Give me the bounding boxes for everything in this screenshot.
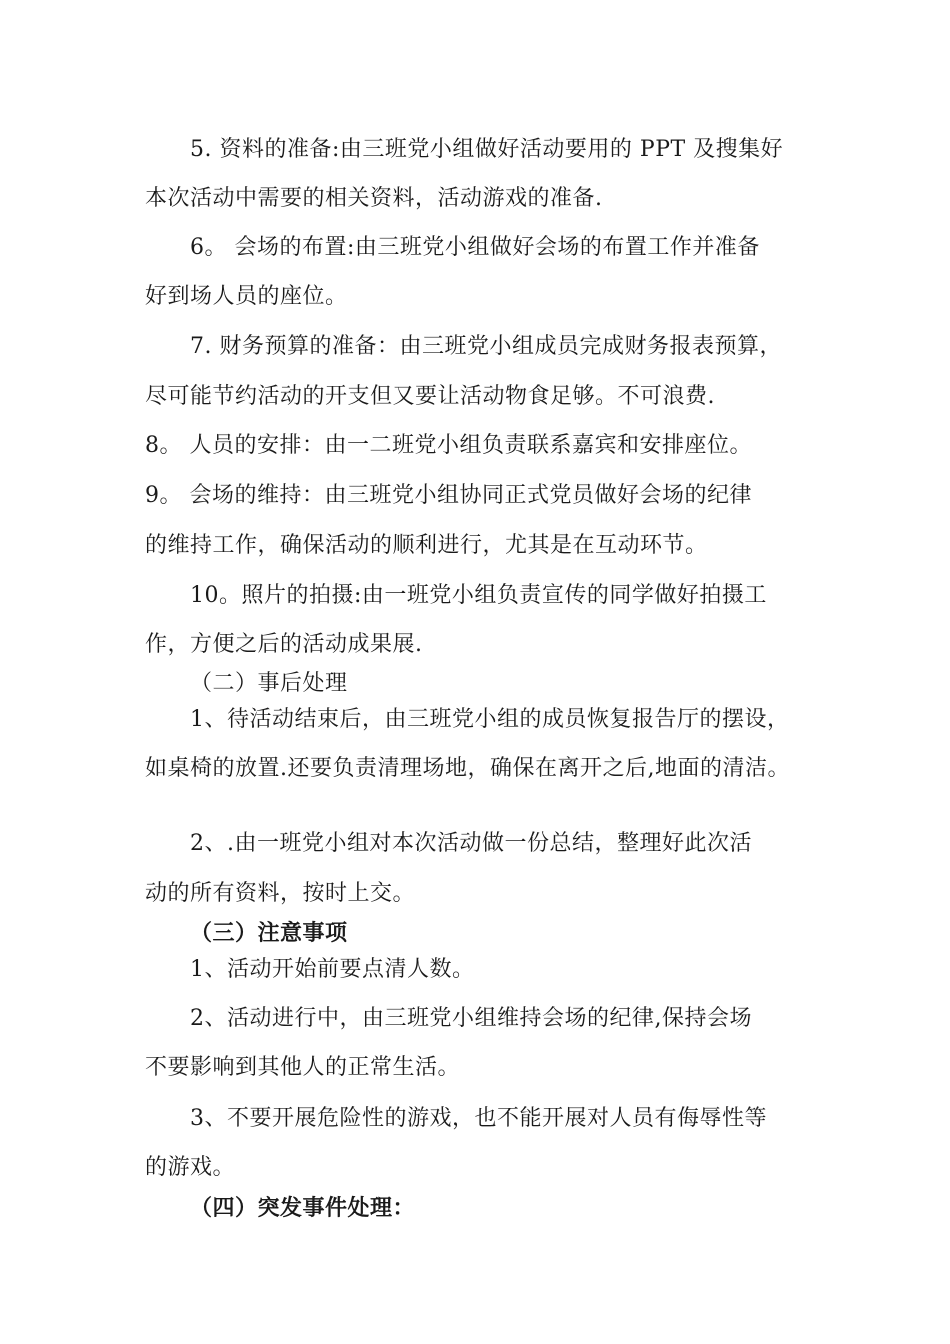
- section-heading-3: （三）注意事项: [190, 920, 348, 946]
- aftermath-item-1-line-2: 如桌椅的放置.还要负责清理场地，确保在离开之后,地面的清洁。: [145, 756, 790, 781]
- paragraph-6-line-1: 6。 会场的布置:由三班党小组做好会场的布置工作并准备: [190, 235, 760, 260]
- notice-item-2-line-1: 2、活动进行中，由三班党小组维持会场的纪律,保持会场: [190, 1006, 752, 1031]
- paragraph-6-line-2: 好到场人员的座位。: [145, 284, 348, 309]
- notice-item-3-line-1: 3、不要开展危险性的游戏，也不能开展对人员有侮辱性等: [190, 1106, 767, 1131]
- section-heading-4: （四）突发事件处理：: [190, 1195, 416, 1221]
- paragraph-7-line-2: 尽可能节约活动的开支但又要让活动物食足够。不可浪费.: [145, 384, 715, 409]
- paragraph-7-line-1: 7. 财务预算的准备：由三班党小组成员完成财务报表预算，: [190, 334, 782, 359]
- paragraph-10-line-2: 作，方便之后的活动成果展.: [145, 632, 423, 657]
- aftermath-item-2-line-2: 动的所有资料，按时上交。: [145, 881, 416, 906]
- paragraph-9-line-1: 9。 会场的维持：由三班党小组协同正式党员做好会场的纪律: [145, 483, 752, 508]
- paragraph-5-line-2: 本次活动中需要的相关资料，活动游戏的准备.: [145, 186, 603, 211]
- aftermath-item-2-line-1: 2、.由一班党小组对本次活动做一份总结，整理好此次活: [190, 831, 752, 856]
- paragraph-10-line-1: 10。照片的拍摄:由一班党小组负责宣传的同学做好拍摄工: [190, 583, 767, 608]
- notice-item-2-line-2: 不要影响到其他人的正常生活。: [145, 1055, 461, 1080]
- notice-item-3-line-2: 的游戏。: [145, 1155, 236, 1180]
- section-heading-2: （二）事后处理: [190, 671, 348, 696]
- aftermath-item-1-line-1: 1、待活动结束后，由三班党小组的成员恢复报告厅的摆设，: [190, 707, 790, 732]
- paragraph-5-line-1: 5. 资料的准备:由三班党小组做好活动要用的 PPT 及搜集好: [190, 137, 784, 162]
- paragraph-9-line-2: 的维持工作，确保活动的顺利进行，尤其是在互动环节。: [145, 533, 708, 558]
- notice-item-1: 1、活动开始前要点清人数。: [190, 957, 475, 982]
- paragraph-8-line-1: 8。 人员的安排：由一二班党小组负责联系嘉宾和安排座位。: [145, 433, 752, 458]
